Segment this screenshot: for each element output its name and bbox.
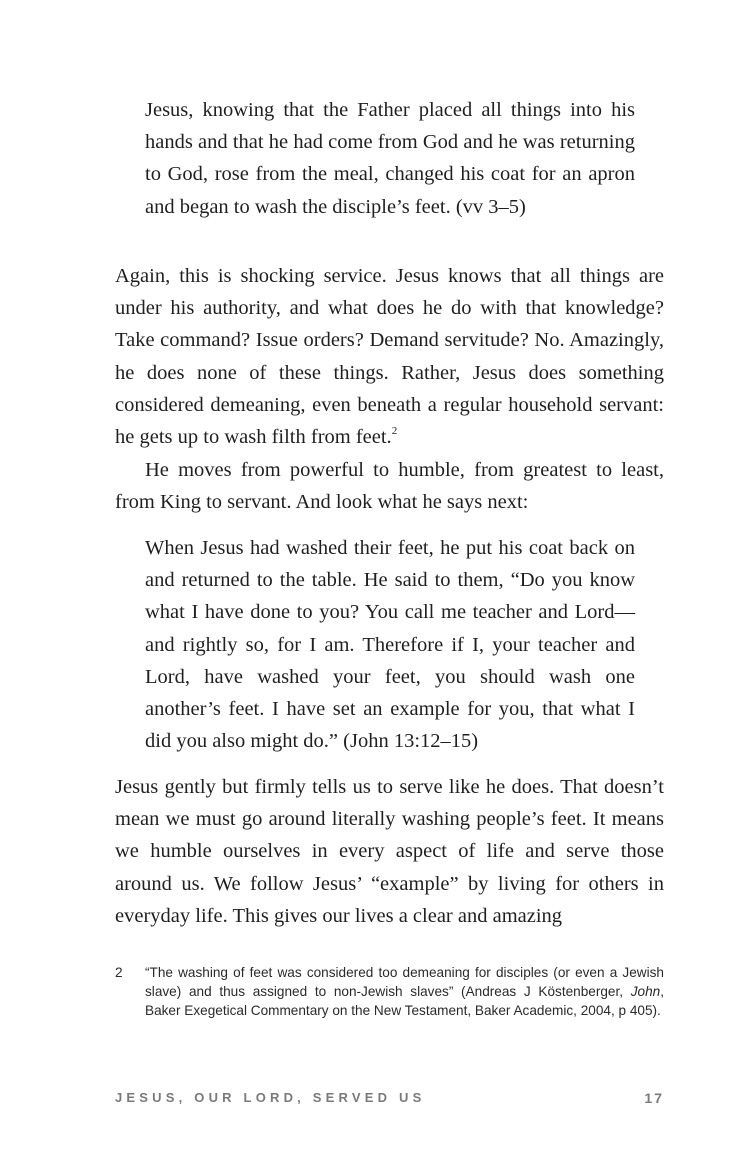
footnote-text-part-1: “The washing of feet was considered too demeaning for disciples (or even a Jewish slave) and thus assigned to non-Jewish slaves” (Andreas J Köstenberger, bbox=[145, 965, 664, 999]
body-paragraph-1-text: Again, this is shocking service. Jesus knows that all things are under his authority, and what does he do with that knowledge? Take command? Issue orders? Demand servitude? No. Amazingly, he does none of these things. Rather, Jesus does something considered demeaning, even beneath a regular household servant: he gets up to wash filth from feet. bbox=[115, 265, 664, 449]
running-footer-title: JESUS, OUR LORD, SERVED US bbox=[115, 1090, 426, 1105]
body-paragraph-3: Jesus gently but firmly tells us to serve like he does. That doesn’t mean we must go around literally washing people’s feet. It means we humble ourselves in every aspect of life and serve those around us. We follow Jesus’ “example” by living for others in everyday life. This gives our lives a clear and amazing bbox=[115, 776, 664, 927]
footnote bbox=[115, 963, 664, 1020]
body-paragraph-2: He moves from powerful to humble, from greatest to least, from King to servant. And look what he says next: bbox=[115, 459, 664, 514]
block-quote-john-13-12-15: When Jesus had washed their feet, he put his coat back on and returned to the table. He said to them, “Do you know what I have done to you? You call me teacher and Lord—and rightly so, for I am. Therefore if I, your teacher and Lord, have washed your feet, you should wash one another’s feet. I have set an example for you, that what I did you also might do.” (John 13:12–15) bbox=[145, 537, 635, 753]
footnote-number: 2 bbox=[115, 965, 123, 980]
body-paragraph-1 bbox=[115, 260, 664, 453]
footnote-reference: 2 bbox=[391, 425, 398, 438]
footnote-text-part-2: , Baker Exegetical Commentary on the New Testament, Baker Academic, 2004, p 405). bbox=[145, 984, 664, 1018]
block-quote-john-13-3-5: Jesus, knowing that the Father placed all things into his hands and that he had come from God and he was returning to God, rose from the meal, changed his coat for an apron and began to wash the disciple’s feet. (vv 3–5) bbox=[145, 99, 635, 218]
footnote-italic-title: John bbox=[630, 984, 661, 999]
footnote-text bbox=[145, 963, 664, 1020]
page-number: 17 bbox=[644, 1090, 664, 1106]
